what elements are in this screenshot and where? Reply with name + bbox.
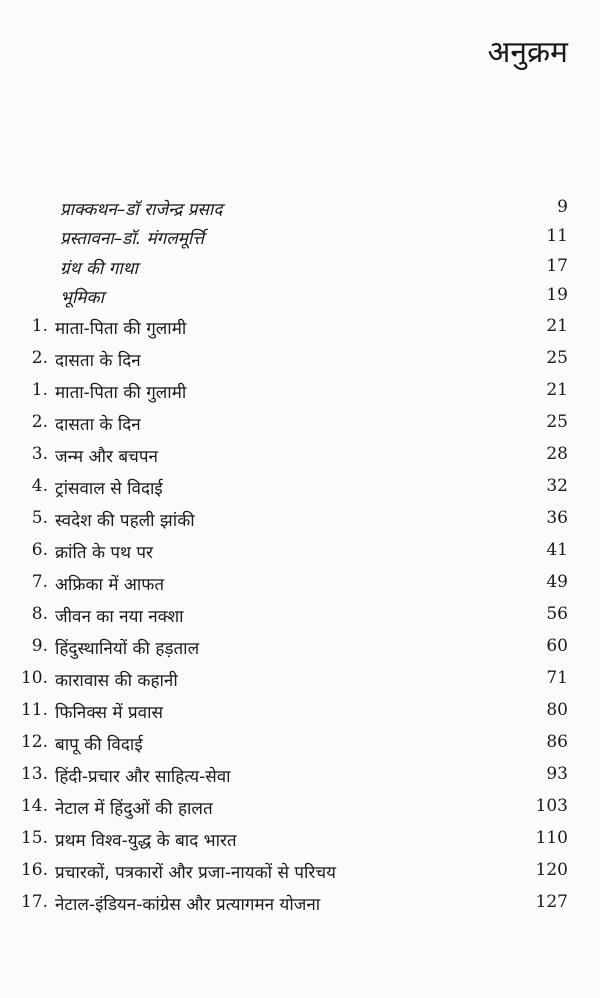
entry-label: हिंदुस्थानियों की हड़ताल [55,639,200,659]
entry-page-number: 32 [546,476,568,496]
chapter-number: 13. [20,764,48,784]
chapter-number: 11. [20,700,48,720]
chapter-number: 10. [20,668,48,688]
chapter-number: 16. [20,860,48,880]
entry-label: ग्रंथ की गाथा [60,258,138,279]
entry-page-number: 41 [546,540,568,560]
toc-entry-preliminary [0,256,600,286]
entry-page-number: 93 [546,764,568,784]
entry-page-number: 49 [546,572,568,592]
entry-page-number: 25 [546,348,568,368]
entry-page-number: 17 [546,255,568,276]
entry-label: जीवन का नया नक्शा [55,607,184,627]
entry-page-number: 71 [546,668,568,688]
toc-title: अनुक्रम [487,35,568,70]
chapter-number: 4. [31,476,48,496]
entry-page-number: 103 [535,796,568,816]
entry-page-number: 60 [546,636,568,656]
chapter-number: 7. [31,572,48,592]
entry-label: क्रांति के पथ पर [55,543,153,563]
toc-entry-chapter [0,668,600,698]
entry-page-number: 25 [546,412,568,432]
entry-label: स्वदेश की पहली झांकी [55,511,195,531]
entry-page-number: 21 [546,380,568,400]
toc-entry-preliminary [0,197,600,227]
toc-entry-chapter [0,508,600,538]
toc-entry-chapter [0,316,600,346]
chapter-number: 5. [31,508,48,528]
toc-entry-chapter [0,636,600,666]
entry-label: भूमिका [60,287,104,308]
toc-entry-preliminary [0,226,600,256]
toc-entry-chapter [0,572,600,602]
entry-label: प्रचारकों, पत्रकारों और प्रजा-नायकों से परिचय [55,863,337,883]
chapter-number: 15. [20,828,48,848]
entry-label: माता-पिता की गुलामी [55,383,187,403]
chapter-number: 6. [31,540,48,560]
chapter-number: 17. [20,892,48,912]
toc-entry-chapter [0,732,600,762]
chapter-number: 8. [31,604,48,624]
chapter-number: 1. [31,380,48,400]
entry-page-number: 28 [546,444,568,464]
entry-label: प्रथम विश्व-युद्ध के बाद भारत [55,831,237,851]
entry-page-number: 56 [546,604,568,624]
chapter-number: 14. [20,796,48,816]
toc-entry-chapter [0,476,600,506]
entry-page-number: 36 [546,508,568,528]
toc-entry-chapter [0,860,600,890]
chapter-number: 2. [31,348,48,368]
entry-label: प्राक्कथन–डॉ राजेन्द्र प्रसाद [60,200,223,220]
chapter-number: 1. [31,316,48,336]
entry-page-number: 120 [535,860,568,880]
toc-entry-chapter [0,828,600,858]
entry-label: प्रस्तावना–डॉ. मंगलमूर्त्ति [60,229,205,250]
chapter-number: 9. [31,636,48,656]
entry-label: दासता के दिन [55,415,141,435]
entry-label: नेटाल में हिंदुओं की हालत [55,799,213,819]
entry-label: दासता के दिन [55,351,141,371]
toc-entry-chapter [0,348,600,378]
entry-page-number: 19 [546,284,568,305]
toc-entry-chapter [0,380,600,410]
entry-page-number: 110 [535,828,568,848]
entry-label: फिनिक्स में प्रवास [55,703,163,723]
entry-page-number: 11 [546,226,568,247]
toc-entry-chapter [0,764,600,794]
entry-label: जन्म और बचपन [55,447,158,467]
entry-page-number: 127 [535,892,568,912]
toc-entry-chapter [0,412,600,442]
toc-entry-chapter [0,444,600,474]
entry-label: कारावास की कहानी [55,671,178,691]
toc-entry-preliminary [0,285,600,315]
entry-label: हिंदी-प्रचार और साहित्य-सेवा [55,767,231,787]
entry-page-number: 86 [546,732,568,752]
toc-entry-chapter [0,540,600,570]
chapter-number: 2. [31,412,48,432]
entry-label: बापू की विदाई [55,735,143,755]
entry-page-number: 9 [557,197,568,217]
entry-label: अफ्रिका में आफत [55,575,165,595]
entry-label: माता-पिता की गुलामी [55,319,187,339]
toc-entry-chapter [0,796,600,826]
toc-entry-chapter [0,892,600,922]
chapter-number: 12. [20,732,48,752]
entry-label: नेटाल-इंडियन-कांग्रेस और प्रत्यागमन योजना [55,895,321,915]
entry-page-number: 21 [546,316,568,336]
chapter-number: 3. [31,444,48,464]
toc-entry-chapter [0,700,600,730]
toc-entry-chapter [0,604,600,634]
entry-label: ट्रांसवाल से विदाई [55,479,163,499]
entry-page-number: 80 [546,700,568,720]
